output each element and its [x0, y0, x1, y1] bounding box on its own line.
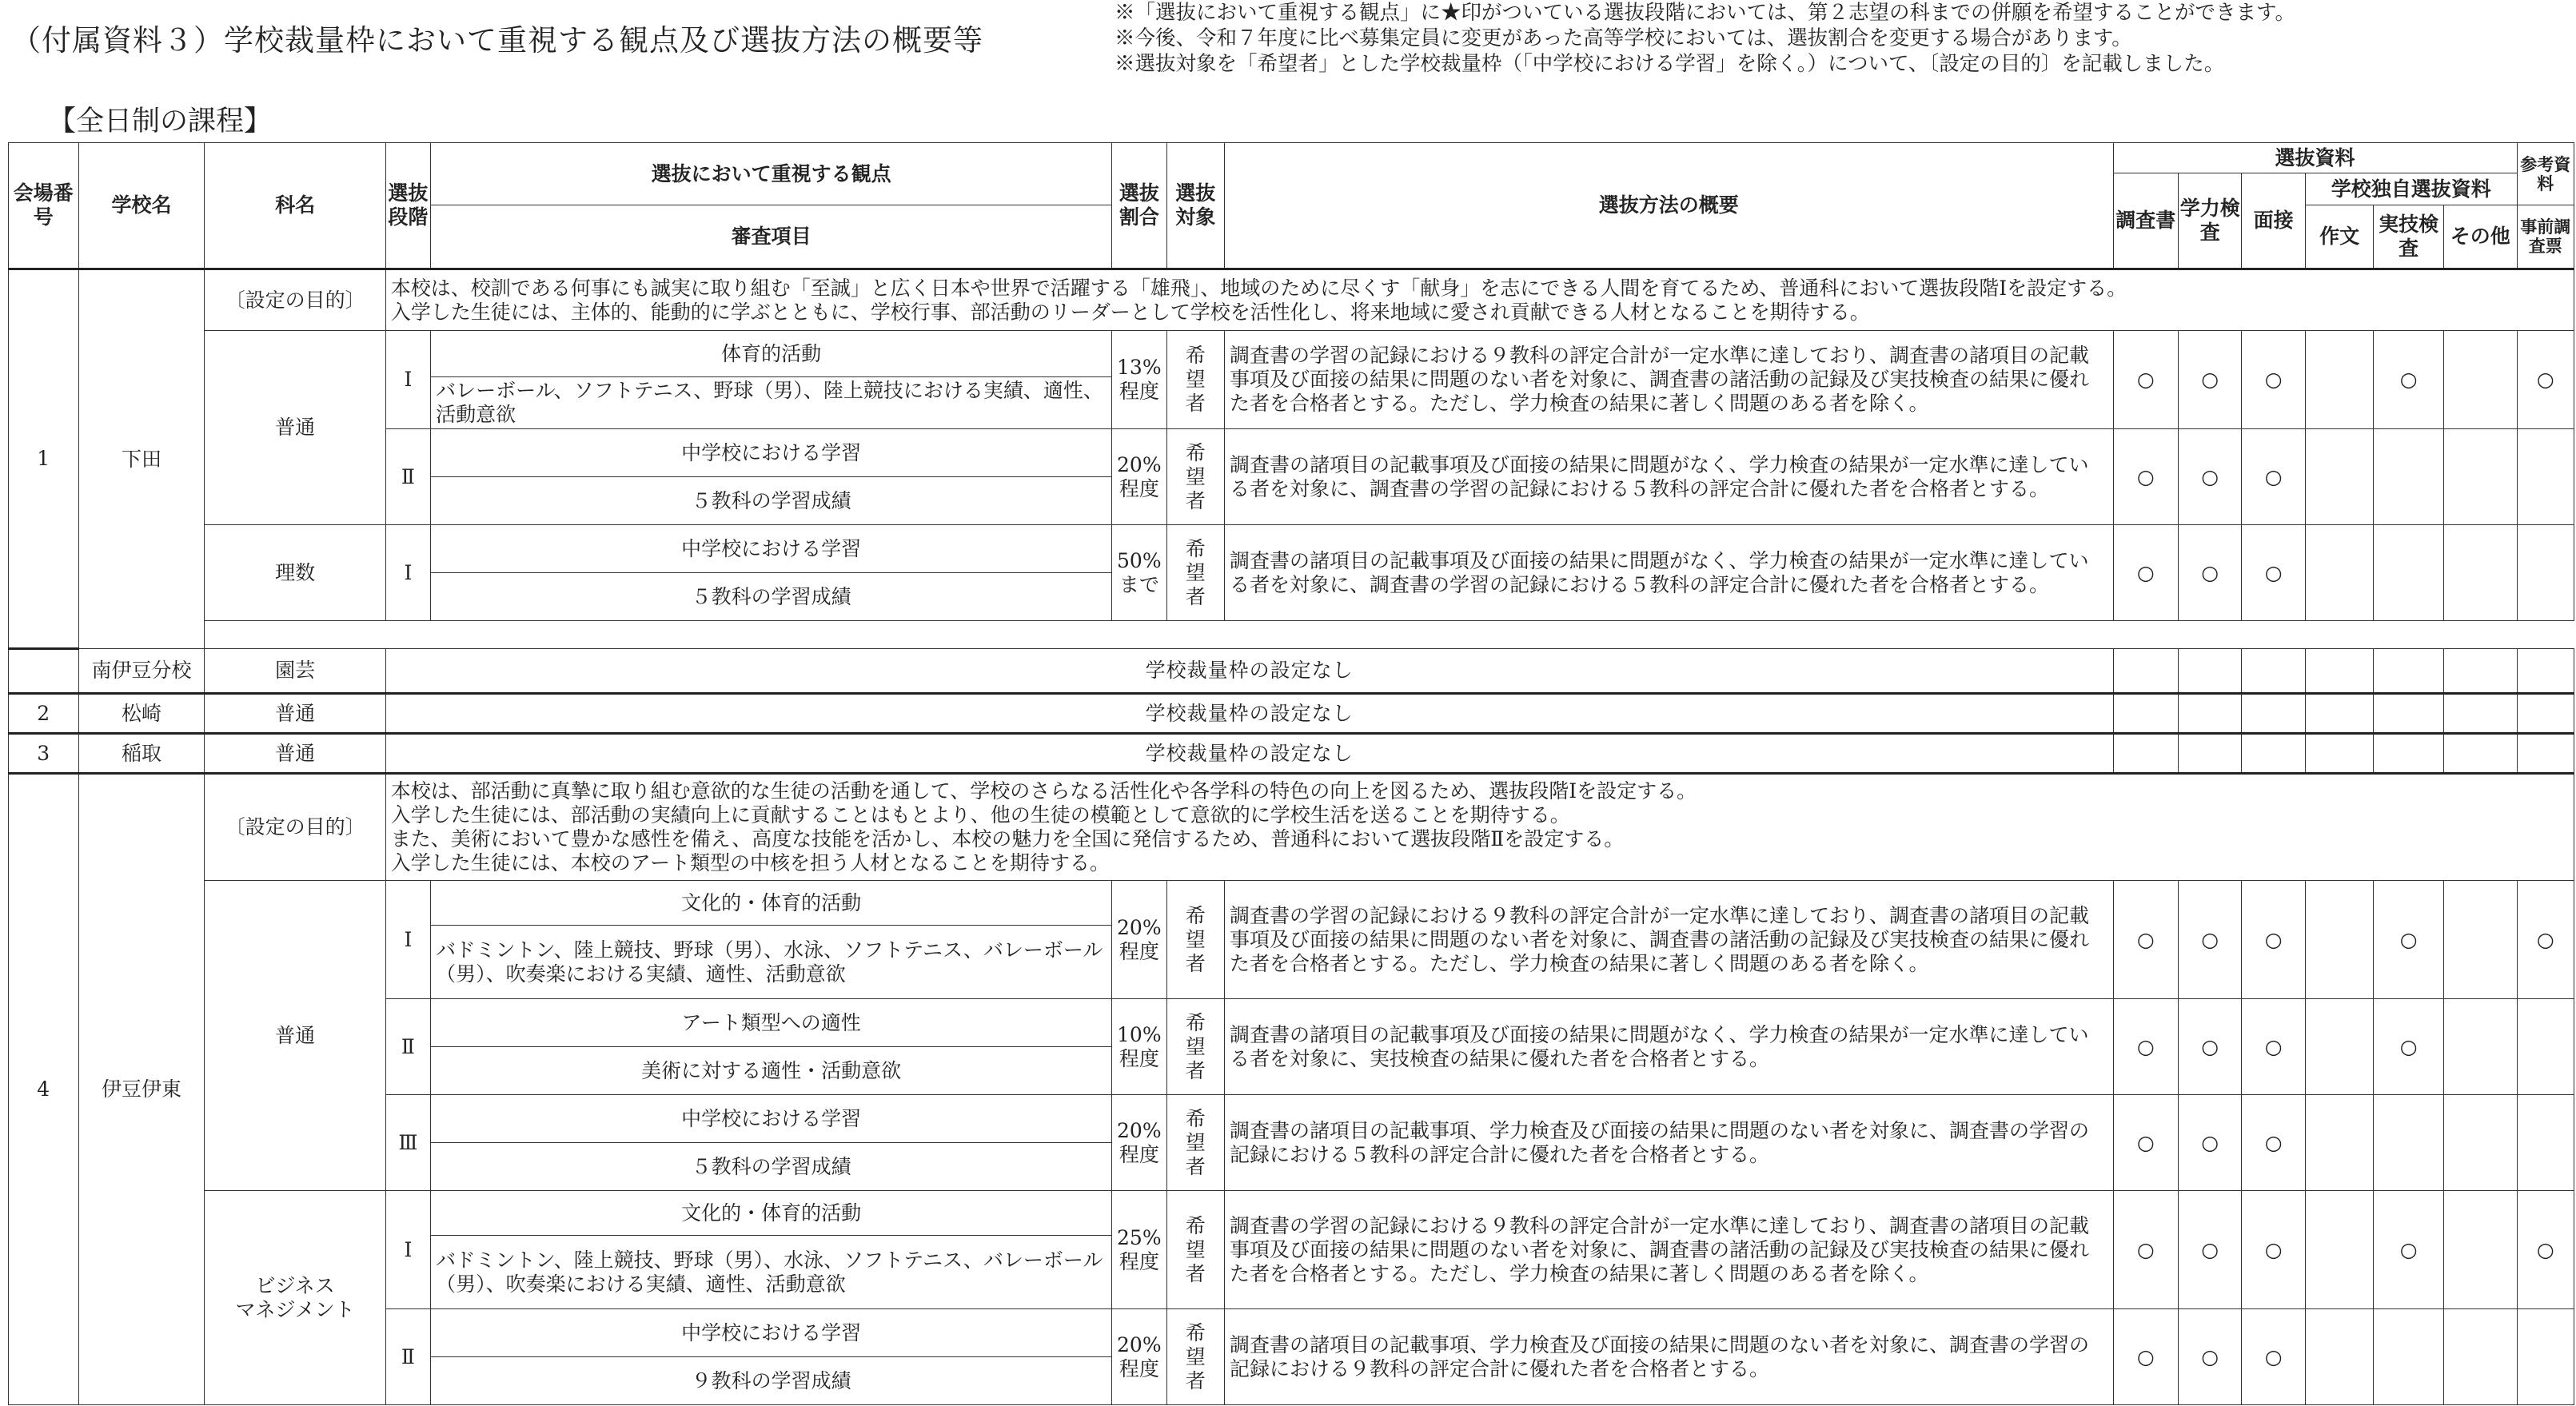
- s4-r4-view: 文化的・体育的活動: [431, 1191, 1112, 1236]
- s1-purpose: 本校は、校訓である何事にも誠実に取り組む「至誠」と広く日本や世界で活躍する「雄飛」、地域のために尽くす「献身」を志にできる人間を育てるため、普通科において選抜段階Ⅰを設定する。 入学した生徒には、主体的、能動的に学ぶとともに、学校行事、部活動のリーダーとして学校を活性化し、将来地域に愛され貢献できる人材となることを期待する。: [385, 269, 2574, 331]
- s1-r2-target: 希望者: [1166, 429, 1224, 525]
- s4-r5-gakuryoku: ○: [2178, 1309, 2241, 1405]
- s4-name: 伊豆伊東: [78, 774, 205, 1405]
- s1-branch-noset: 学校裁量枠の設定なし: [385, 649, 2113, 694]
- header-jitsugi: 実技検査: [2374, 205, 2444, 269]
- s4-r2-gakuryoku: ○: [2178, 999, 2241, 1095]
- s2-course: 普通: [205, 694, 385, 734]
- note-3: ※選抜対象を「希望者」とした学校裁量枠（「中学校における学習」を除く。）について、〔設定の目的〕を記載しました。: [1115, 52, 2225, 76]
- s4-r5-review: ９教科の学習成績: [431, 1357, 1112, 1405]
- s3-noset: 学校裁量枠の設定なし: [385, 734, 2113, 774]
- s4-r3-review: ５教科の学習成績: [431, 1143, 1112, 1191]
- s2-noset: 学校裁量枠の設定なし: [385, 694, 2113, 734]
- s1-r3-target: 希望者: [1166, 525, 1224, 621]
- s4-r1-chosa: ○: [2113, 881, 2178, 999]
- s1-no: 1: [9, 269, 79, 649]
- s4-r2-stage: Ⅱ: [385, 999, 430, 1095]
- s1-r3-ratio: 50% まで: [1112, 525, 1166, 621]
- s3-no: 3: [9, 734, 79, 774]
- s4-r1-jizen: ○: [2517, 881, 2574, 999]
- s4-r1-target: 希望者: [1166, 881, 1224, 999]
- s1-r1-jizen: ○: [2517, 331, 2574, 429]
- notes: [1115, 0, 2295, 77]
- s4-r3-stage: Ⅲ: [385, 1095, 430, 1191]
- s4-r5-chosa: ○: [2113, 1309, 2178, 1405]
- s1-r2-review: ５教科の学習成績: [431, 477, 1112, 525]
- s4-r3-target: 希望者: [1166, 1095, 1224, 1191]
- s4-r3-ratio: 20% 程度: [1112, 1095, 1166, 1191]
- s4-r2-mensetsu: ○: [2242, 999, 2305, 1095]
- s4-r1-stage: Ⅰ: [385, 881, 430, 999]
- s1-r2-mensetsu: ○: [2242, 429, 2305, 525]
- s4-r3-gakuryoku: ○: [2178, 1095, 2241, 1191]
- note-1: ※「選抜において重視する観点」に★印がついている選抜段階においては、第２志望の科までの併願を希望することができます。: [1115, 1, 2295, 25]
- header-materials: 選抜資料: [2113, 143, 2517, 173]
- s1-r1-target: 希望者: [1166, 331, 1224, 429]
- s4-r1-mensetsu: ○: [2242, 881, 2305, 999]
- s1-name: 下田: [78, 269, 205, 649]
- header-gakuryoku: 学力検査: [2178, 173, 2241, 269]
- header-sanko: 参考資料: [2517, 143, 2574, 205]
- header-course: 科名: [205, 143, 385, 269]
- s1-branch: 南伊豆分校: [78, 649, 205, 694]
- s1-r1-method: 調査書の学習の記録における９教科の評定合計が一定水準に達しており、調査書の諸項目の記載事項及び面接の結果に問題のない者を対象に、調査書の諸活動の記録及び実技検査の結果に優れた者を合格者とする。ただし、学力検査の結果に著しく問題のある者を除く。: [1224, 331, 2113, 429]
- purpose-label: 〔設定の目的〕: [205, 269, 385, 331]
- s4-r3-view: 中学校における学習: [431, 1095, 1112, 1143]
- s1-r1-jitsugi: ○: [2374, 331, 2444, 429]
- s4-r4-mensetsu: ○: [2242, 1191, 2305, 1309]
- s4-r2-method: 調査書の諸項目の記載事項及び面接の結果に問題がなく、学力検査の結果が一定水準に達している者を対象に、実技検査の結果に優れた者を合格者とする。: [1224, 999, 2113, 1095]
- s1-r1-mensetsu: ○: [2242, 331, 2305, 429]
- s4-r5-stage: Ⅱ: [385, 1309, 430, 1405]
- s1-r2-gakuryoku: ○: [2178, 429, 2241, 525]
- s1-r3-chosa: ○: [2113, 525, 2178, 621]
- s1-r1-gakuryoku: ○: [2178, 331, 2241, 429]
- s1-r2-chosa: ○: [2113, 429, 2178, 525]
- header-mensetsu: 面接: [2242, 173, 2305, 269]
- s4-r4-chosa: ○: [2113, 1191, 2178, 1309]
- s4-r2-ratio: 10% 程度: [1112, 999, 1166, 1095]
- s4-r5-method: 調査書の諸項目の記載事項、学力検査及び面接の結果に問題のない者を対象に、調査書の学習の記録における９教科の評定合計に優れた者を合格者とする。: [1224, 1309, 2113, 1405]
- s4-r4-jitsugi: ○: [2374, 1191, 2444, 1309]
- s4-r1-ratio: 20% 程度: [1112, 881, 1166, 999]
- s1-r2-stage: Ⅱ: [385, 429, 430, 525]
- s2-name: 松崎: [78, 694, 205, 734]
- s1-no-cont: [9, 649, 79, 694]
- header-dokuji: 学校独自選抜資料: [2305, 173, 2517, 205]
- header-ratio: 選抜割合: [1112, 143, 1166, 269]
- s4-r2-chosa: ○: [2113, 999, 2178, 1095]
- s1-r1-chosa: ○: [2113, 331, 2178, 429]
- selection-table: [8, 142, 2574, 1405]
- s1-r3-view: 中学校における学習: [431, 525, 1112, 573]
- s4-r1-review: バドミントン、陸上競技、野球（男）、水泳、ソフトテニス、バレーボール（男）、吹奏楽における実績、適性、活動意欲: [431, 926, 1112, 999]
- s4-course2: ビジネス マネジメント: [205, 1191, 385, 1405]
- s1-course1: 普通: [205, 331, 385, 525]
- s4-purpose-label: 〔設定の目的〕: [205, 774, 385, 881]
- s4-r4-target: 希望者: [1166, 1191, 1224, 1309]
- note-2: ※今後、令和７年度に比べ募集定員に変更があった高等学校においては、選抜割合を変更する場合があります。: [1115, 26, 2132, 50]
- header-method: 選抜方法の概要: [1224, 143, 2113, 269]
- s4-r4-ratio: 25% 程度: [1112, 1191, 1166, 1309]
- s4-r5-ratio: 20% 程度: [1112, 1309, 1166, 1405]
- s4-r4-review: バドミントン、陸上競技、野球（男）、水泳、ソフトテニス、バレーボール（男）、吹奏楽における実績、適性、活動意欲: [431, 1236, 1112, 1309]
- s1-r3-stage: Ⅰ: [385, 525, 430, 621]
- s4-r2-target: 希望者: [1166, 999, 1224, 1095]
- s1-r3-review: ５教科の学習成績: [431, 573, 1112, 621]
- s4-r3-mensetsu: ○: [2242, 1095, 2305, 1191]
- header-school: 学校名: [78, 143, 205, 269]
- s4-r4-method: 調査書の学習の記録における９教科の評定合計が一定水準に達しており、調査書の諸項目の記載事項及び面接の結果に問題のない者を対象に、調査書の諸活動の記録及び実技検査の結果に優れた者を合格者とする。ただし、学力検査の結果に著しく問題のある者を除く。: [1224, 1191, 2113, 1309]
- s4-r2-jitsugi: ○: [2374, 999, 2444, 1095]
- s1-r1-stage: Ⅰ: [385, 331, 430, 429]
- header-kaijo: 会場番号: [9, 143, 79, 269]
- s4-purpose: 本校は、部活動に真摯に取り組む意欲的な生徒の活動を通して、学校のさらなる活性化や各学科の特色の向上を図るため、選抜段階Ⅰを設定する。 入学した生徒には、部活動の実績向上に貢献することはもとより、他の生徒の模範として意欲的に学校生活を送ることを期待する。 また、美術において豊かな感性を備え、高度な技能を活かし、本校の魅力を全国に発信するため、普通科において選抜段階Ⅱを設定する。 入学した生徒には、本校のアート類型の中核を担う人材となることを期待する。: [385, 774, 2574, 881]
- s4-r4-gakuryoku: ○: [2178, 1191, 2241, 1309]
- s1-r2-method: 調査書の諸項目の記載事項及び面接の結果に問題がなく、学力検査の結果が一定水準に達している者を対象に、調査書の学習の記録における５教科の評定合計に優れた者を合格者とする。: [1224, 429, 2113, 525]
- s1-r3-method: 調査書の諸項目の記載事項及び面接の結果に問題がなく、学力検査の結果が一定水準に達している者を対象に、調査書の学習の記録における５教科の評定合計に優れた者を合格者とする。: [1224, 525, 2113, 621]
- s1-branch-course: 園芸: [205, 649, 385, 694]
- s4-r3-chosa: ○: [2113, 1095, 2178, 1191]
- s1-r3-gakuryoku: ○: [2178, 525, 2241, 621]
- header-review: 審査項目: [431, 205, 1112, 269]
- header-sonota: その他: [2443, 205, 2517, 269]
- s1-course2: 理数: [205, 525, 385, 621]
- s1-r1-view: 体育的活動: [431, 331, 1112, 377]
- s4-r1-method: 調査書の学習の記録における９教科の評定合計が一定水準に達しており、調査書の諸項目の記載事項及び面接の結果に問題のない者を対象に、調査書の諸活動の記録及び実技検査の結果に優れた者を合格者とする。ただし、学力検査の結果に著しく問題のある者を除く。: [1224, 881, 2113, 999]
- s4-r5-mensetsu: ○: [2242, 1309, 2305, 1405]
- s1-r2-ratio: 20% 程度: [1112, 429, 1166, 525]
- header-chosa: 調査書: [2113, 173, 2178, 269]
- s1-r1-review: バレーボール、ソフトテニス、野球（男）、陸上競技における実績、適性、活動意欲: [431, 377, 1112, 429]
- s2-no: 2: [9, 694, 79, 734]
- s4-r5-target: 希望者: [1166, 1309, 1224, 1405]
- header-viewpoint: 選抜において重視する観点: [431, 143, 1112, 205]
- page-title: （付属資料３）学校裁量枠において重視する観点及び選抜方法の概要等: [11, 23, 983, 58]
- s4-no: 4: [9, 774, 79, 1405]
- s4-r4-jizen: ○: [2517, 1191, 2574, 1309]
- s4-r5-view: 中学校における学習: [431, 1309, 1112, 1357]
- s4-r2-view: アート類型への適性: [431, 999, 1112, 1047]
- s4-course1: 普通: [205, 881, 385, 1191]
- s4-r2-review: 美術に対する適性・活動意欲: [431, 1047, 1112, 1095]
- header-jizen: 事前調査票: [2517, 205, 2574, 269]
- s4-r1-jitsugi: ○: [2374, 881, 2444, 999]
- s3-name: 稲取: [78, 734, 205, 774]
- s4-r1-view: 文化的・体育的活動: [431, 881, 1112, 926]
- s1-r2-view: 中学校における学習: [431, 429, 1112, 477]
- s1-r1-ratio: 13% 程度: [1112, 331, 1166, 429]
- s1-r3-mensetsu: ○: [2242, 525, 2305, 621]
- s4-r4-stage: Ⅰ: [385, 1191, 430, 1309]
- header-target: 選抜対象: [1166, 143, 1224, 269]
- s3-course: 普通: [205, 734, 385, 774]
- header-sakubun: 作文: [2305, 205, 2374, 269]
- s4-r1-gakuryoku: ○: [2178, 881, 2241, 999]
- s4-r3-method: 調査書の諸項目の記載事項、学力検査及び面接の結果に問題のない者を対象に、調査書の学習の記録における５教科の評定合計に優れた者を合格者とする。: [1224, 1095, 2113, 1191]
- section-heading: 【全日制の課程】: [48, 106, 273, 137]
- header-stage: 選抜段階: [385, 143, 430, 269]
